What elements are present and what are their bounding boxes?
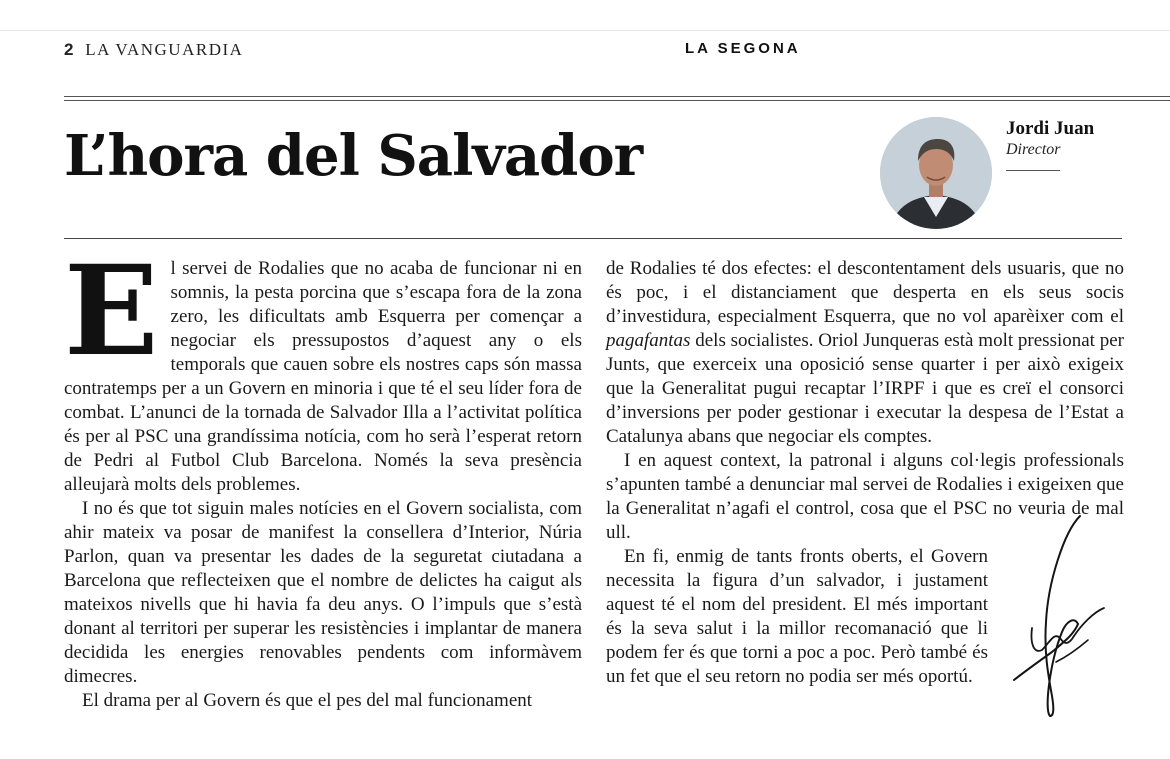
body-paragraph-1 [64, 239, 582, 497]
header-double-rule [64, 96, 1170, 101]
author-portrait [880, 117, 992, 229]
body-column-left [64, 239, 582, 713]
author-name: Jordi Juan [1006, 118, 1095, 139]
italic-term: pagafantas [606, 330, 691, 351]
publication-name: LA VANGUARDIA [85, 40, 244, 59]
p3-cont-a: de Rodalies té dos efectes: el descontentament dels usuaris, que no és poc, i el distanciament que desperta en els seus socis d’investidura, especialment Esquerra, que no vol aparèixer com el [606, 258, 1124, 327]
section-name: LA SEGONA [685, 40, 801, 57]
page-number: 2 [64, 40, 74, 59]
author-role: Director [1006, 141, 1061, 158]
headline: L’hora del Salvador [64, 123, 643, 189]
body-paragraph-4: I en aquest context, la patronal i alguns col·legis professionals s’apunten també a denunciar mal servei de Rodalies i exigeixen que la Generalitat n’agafi el control, cosa que el PSC no veuria de mal ull. [606, 450, 1124, 543]
body-paragraph-3-continued [606, 257, 1124, 449]
p3-cont-b: dels socialistes. Oriol Junqueras està molt pressionat per Junts, que exerceix una oposició sense quarter i per això exigeix que la Generalitat pugui recaptar l’IRPF i que es creï el consorci d’inversions per poder gestionar i executar la despesa de l’Estat a Catalunya abans que negociar els comptes. [606, 330, 1125, 447]
body-paragraph-3-start: El drama per al Govern és que el pes del mal funcionament [82, 690, 533, 711]
running-head [64, 40, 243, 60]
top-hairline [0, 30, 1170, 31]
author-block [1006, 118, 1094, 171]
author-divider [1006, 170, 1060, 171]
drop-cap: E [64, 239, 159, 384]
handwritten-signature [1004, 512, 1114, 718]
body-paragraph-1-text: l servei de Rodalies que no acaba de funcionar ni en somnis, la pesta porcina que s’escapa fora de la zona zero, les dificultats amb Esquerra per començar a negociar els pressupostos d’aquest any o els temporals que cauen sobre els nostres caps són massa contratemps per a un Govern en minoria i que té el seu líder fora de combat. L’anunci de la tornada de Salvador Illa a l’activitat política és per al PSC una grandíssima notícia, com ho serà l’esperat retorn de Pedri al Futbol Club Barcelona. Només la seva presència alleujarà molts dels problemes. [64, 258, 582, 495]
portrait-illustration [880, 117, 992, 229]
body-paragraph-2: I no és que tot siguin males notícies en el Govern socialista, com ahir mateix va posar de manifest la consellera d’Interior, Núria Parlon, quan va presentar les dades de la seguretat ciutadana a Barcelona que reflecteixen que el nombre de delictes ha caigut als mateixos nivells que hi havia fa deu anys. O l’impuls que s’està donant al territori per superar les resistències i implantar de manera decidida les energies renovables pendents com informàvem dimecres. [64, 498, 582, 687]
headline-bottom-rule [64, 238, 1122, 239]
body-paragraph-5: En fi, enmig de tants fronts oberts, el Govern necessita la figura d’un salvador, i justament aquest té el nom del president. El més important és la seva salut i la millor recomanació que li podem fer és que torni a poc a poc. Però també és un fet que el seu retorn no podia ser més oportú. [606, 546, 988, 687]
